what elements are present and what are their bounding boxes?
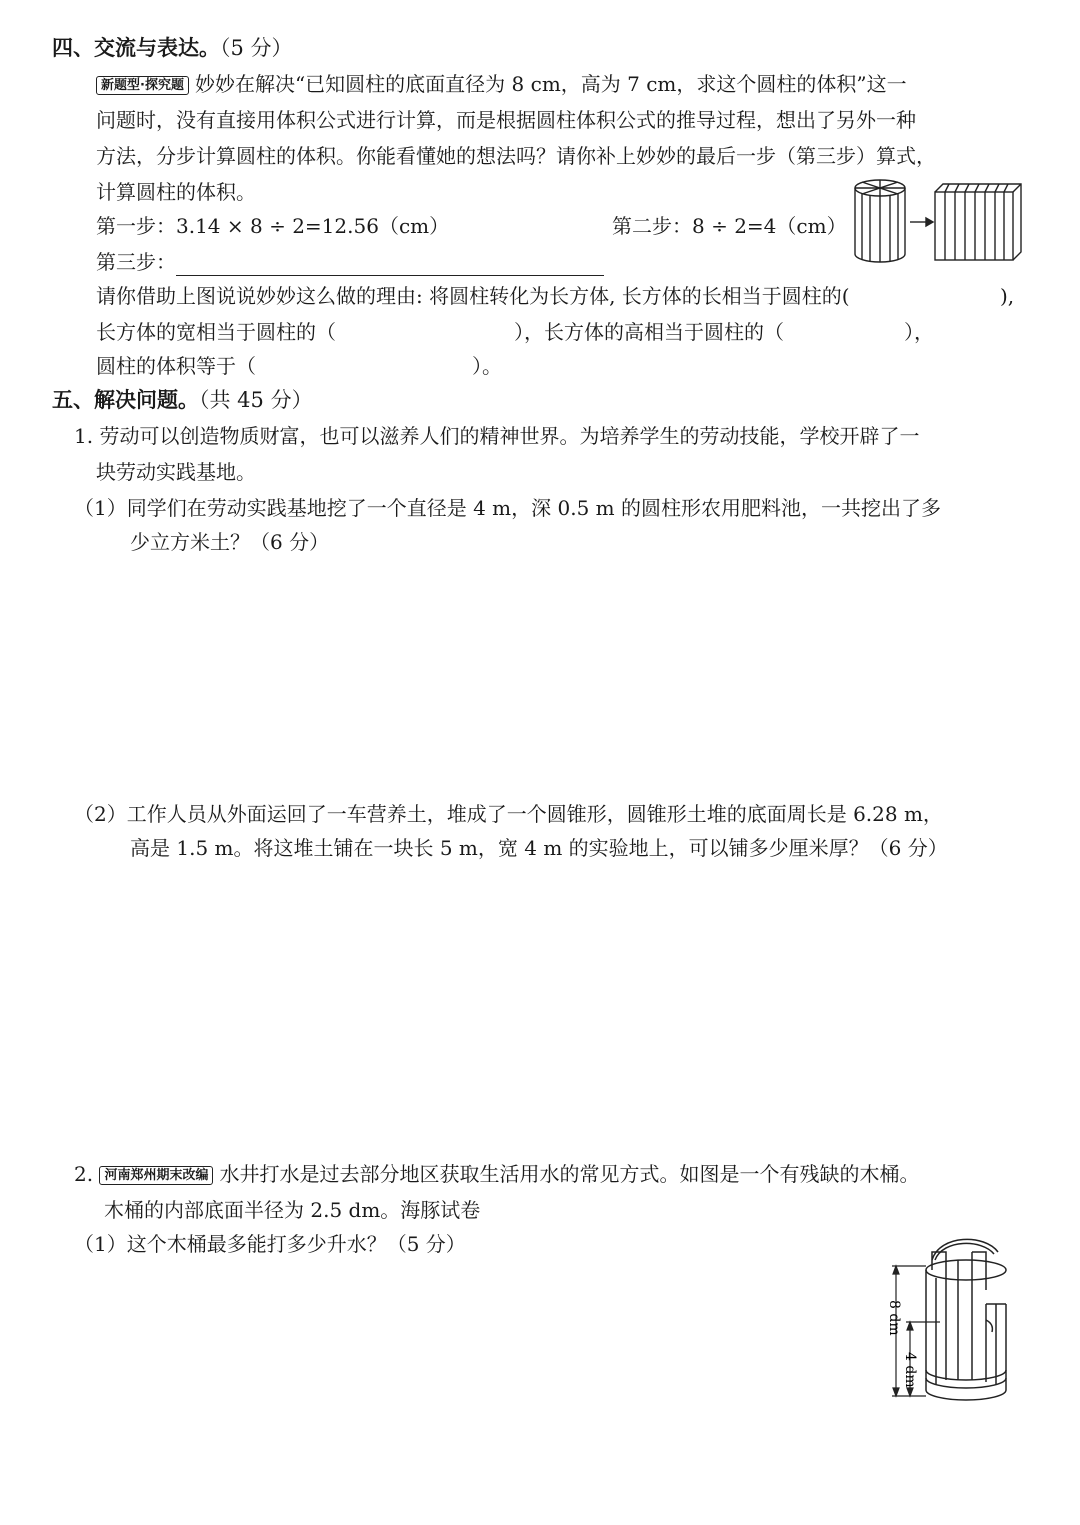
- broken-bucket-figure: [880, 1230, 1040, 1410]
- step3-answer-blank[interactable]: [176, 253, 604, 276]
- q1-1-line2: 少立方米土？（6 分）: [130, 530, 330, 554]
- section4-para-line1: [96, 70, 907, 98]
- q2-text-1: 水井打水是过去部分地区获取生活用水的常见方式。如图是一个有残缺的木桶。: [219, 1162, 920, 1186]
- bucket-shape: [926, 1239, 1006, 1400]
- section4-heading: [52, 34, 293, 62]
- cuboid-shape: [935, 184, 1021, 260]
- section4-points: （5 分）: [220, 36, 293, 60]
- q1-2-line2: 高是 1.5 m。将这堆土铺在一块长 5 m，宽 4 m 的实验地上，可以铺多少厘米厚？（6 分）: [130, 836, 948, 860]
- section4-para-line2: 问题时，没有直接用体积公式进行计算，而是根据圆柱体积公式的推导过程，想出了另外一种: [96, 108, 916, 132]
- section5-heading: [52, 386, 313, 414]
- step3-line: [96, 248, 604, 276]
- reason-line3: [96, 352, 502, 380]
- section5-points: （共 45 分）: [199, 388, 313, 412]
- q2-1-line: （1）这个木桶最多能打多少升水？（5 分）: [74, 1232, 466, 1256]
- para-text-1: 妙妙在解决“已知圆柱的底面直径为 8 cm，高为 7 cm，求这个圆柱的体积”这一: [194, 72, 907, 96]
- step1-text: 第一步：3.14 × 8 ÷ 2=12.56（cm）: [96, 214, 450, 238]
- reason-text-1a: 请你借助上图说说妙妙这么做的理由: 将圆柱转化为长方体, 长方体的长相当于圆柱的(: [96, 284, 850, 308]
- q2-line1: [74, 1160, 919, 1188]
- reason-text-2c: ），: [904, 320, 934, 344]
- reason-text-2a: 长方体的宽相当于圆柱的（: [96, 320, 336, 344]
- reason-line1: [96, 282, 850, 310]
- q2-number: 2.: [74, 1162, 94, 1186]
- section4-title: 四、交流与表达。: [52, 36, 220, 60]
- transform-arrow: [910, 218, 933, 226]
- cylinder-shape: [855, 180, 905, 262]
- q1-1-line1: （1）同学们在劳动实践基地挖了一个直径是 4 m，深 0.5 m 的圆柱形农用肥料池，一共挖出了多: [74, 496, 941, 520]
- step3-label: 第三步：: [96, 250, 176, 274]
- q1-line2: 块劳动实践基地。: [96, 460, 256, 484]
- q1-line1: 1. 劳动可以创造物质财富，也可以滋养人们的精神世界。为培养学生的劳动技能，学校开辟了一: [74, 424, 920, 448]
- section4-para-line3: 方法，分步计算圆柱的体积。你能看懂她的想法吗？请你补上妙妙的最后一步（第三步）算式，: [96, 144, 936, 168]
- bucket-label-8dm: 8 dm: [886, 1300, 902, 1336]
- q2-line2: 木桶的内部底面半径为 2.5 dm。海豚试卷: [104, 1198, 481, 1222]
- section5-title: 五、解决问题。: [52, 388, 199, 412]
- reason-line2: [96, 318, 934, 346]
- q1-2-line1: （2）工作人员从外面运回了一车营养土，堆成了一个圆锥形，圆锥形土堆的底面周长是 6.28 m，: [74, 802, 943, 826]
- reason-text-3b: ）。: [472, 354, 502, 378]
- step2-text: 第二步：8 ÷ 2=4（cm）: [612, 214, 847, 238]
- reason-text-2b: ），长方体的高相当于圆柱的（: [514, 320, 784, 344]
- new-type-tag: 新题型·探究题: [96, 76, 189, 95]
- reason-text-3a: 圆柱的体积等于（: [96, 354, 256, 378]
- reason-line1-end: ),: [1000, 284, 1015, 308]
- bucket-label-4dm: 4 dm: [902, 1352, 918, 1388]
- cylinder-to-cuboid-figure: [850, 178, 1025, 266]
- q2-source-tag: 河南郑州期末改编: [99, 1166, 213, 1185]
- section4-para-line4: 计算圆柱的体积。: [96, 180, 256, 204]
